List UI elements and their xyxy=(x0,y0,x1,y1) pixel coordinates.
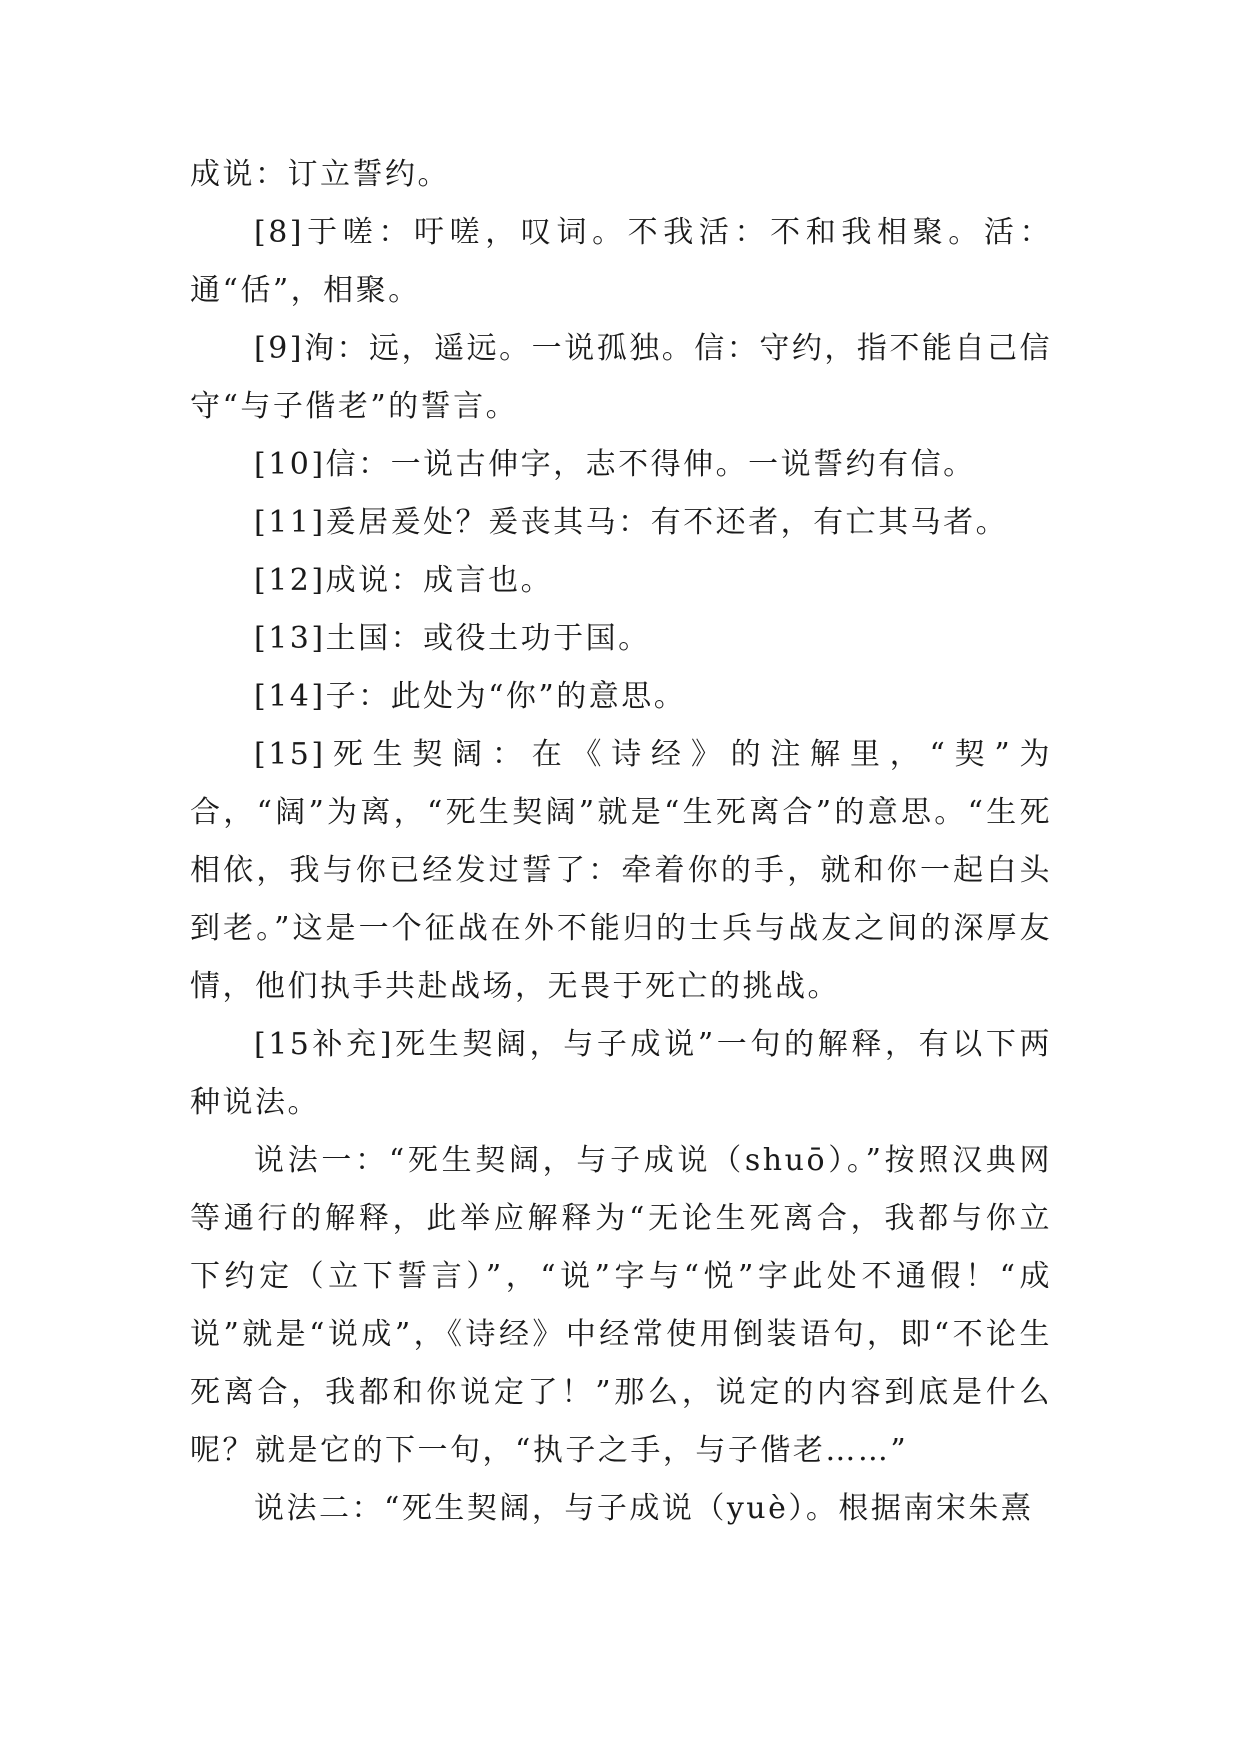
document-body xyxy=(190,146,1052,1538)
interpretation-two: 说法二：“死生契阔，与子成说（yuè）。根据南宋朱熹 xyxy=(254,1491,1034,1526)
annotation-14: [14]子：此处为“你”的意思。 xyxy=(254,679,687,714)
annotation-12: [12]成说：成言也。 xyxy=(254,563,554,598)
annotation-11: [11]爰居爰处？爰丧其马：有不还者，有亡其马者。 xyxy=(254,505,1009,540)
annotation-8: [8]于嗟：吁嗟，叹词。不我活：不和我相聚。活：通“佸”，相聚。 xyxy=(190,215,1052,308)
paragraph: 成说：订立誓约。 xyxy=(190,157,450,192)
annotation-10: [10]信：一说古伸字，志不得伸。一说誓约有信。 xyxy=(254,447,976,482)
interpretation-one: 说法一：“死生契阔，与子成说（shuō）。”按照汉典网等通行的解释，此举应解释为“无论生死离合，我都与你立下约定（立下誓言）”，“说”字与“悦”字此处不通假！“成说”就是“说成”，《诗经》中经常使用倒装语句，即“不论生死离合，我都和你说定了！”那么，说定的内容到底是什么呢？就是它的下一句，“执子之手，与子偕老……” xyxy=(190,1143,1052,1468)
annotation-15: [15]死生契阔：在《诗经》的注解里，“契”为合，“阔”为离，“死生契阔”就是“生死离合”的意思。“生死相依，我与你已经发过誓了：牵着你的手，就和你一起白头到老。”这是一个征战在外不能归的士兵与战友之间的深厚友情，他们执手共赴战场，无畏于死亡的挑战。 xyxy=(190,737,1052,1004)
annotation-9: [9]洵：远，遥远。一说孤独。信：守约，指不能自己信守“与子偕老”的誓言。 xyxy=(190,331,1052,424)
annotation-15-supplement: [15补充]死生契阔，与子成说”一句的解释，有以下两种说法。 xyxy=(190,1027,1052,1120)
annotation-13: [13]土国：或役土功于国。 xyxy=(254,621,651,656)
